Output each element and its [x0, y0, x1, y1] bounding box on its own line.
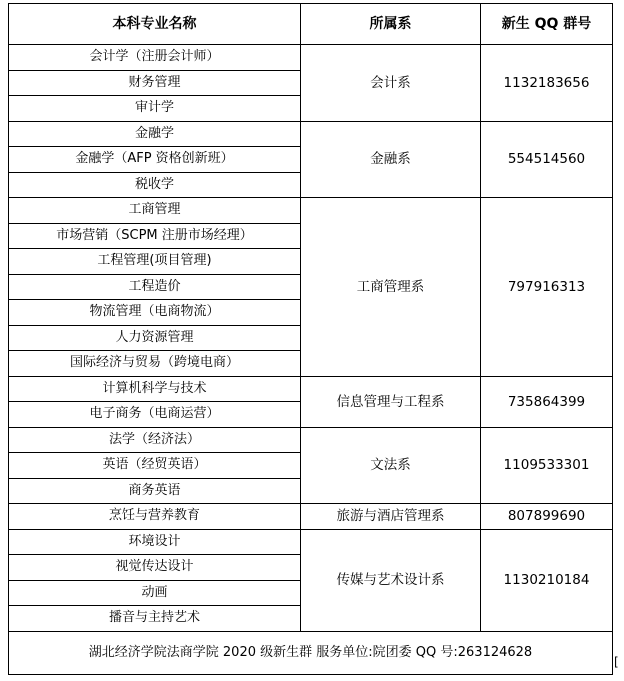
major-name-cell: 财务管理 [9, 70, 301, 96]
major-name-cell: 商务英语 [9, 478, 301, 504]
major-name-cell: 英语（经贸英语） [9, 453, 301, 479]
table-row [9, 121, 613, 147]
department-cell: 会计系 [301, 45, 481, 122]
major-name-cell: 审计学 [9, 96, 301, 122]
major-name-cell: 人力资源管理 [9, 325, 301, 351]
major-name-cell: 计算机科学与技术 [9, 376, 301, 402]
major-name-cell: 国际经济与贸易（跨境电商） [9, 351, 301, 377]
department-cell: 传媒与艺术设计系 [301, 529, 481, 631]
department-cell: 金融系 [301, 121, 481, 198]
major-name-cell: 工程造价 [9, 274, 301, 300]
department-cell: 文法系 [301, 427, 481, 504]
qq-group-cell: 1130210184 [481, 529, 613, 631]
footer-note: 湖北经济学院法商学院 2020 级新生群 服务单位:院团委 QQ 号:263124628 [9, 631, 613, 674]
header-qq-group: 新生 QQ 群号 [481, 4, 613, 45]
table-row [9, 529, 613, 555]
major-name-cell: 播音与主持艺术 [9, 606, 301, 632]
majors-table [8, 3, 613, 675]
table-row [9, 45, 613, 71]
major-name-cell: 视觉传达设计 [9, 555, 301, 581]
table-body [9, 45, 613, 632]
qq-group-cell: 797916313 [481, 198, 613, 377]
header-major: 本科专业名称 [9, 4, 301, 45]
major-name-cell: 物流管理（电商物流） [9, 300, 301, 326]
major-name-cell: 环境设计 [9, 529, 301, 555]
header-row [9, 4, 613, 45]
qq-group-cell: 807899690 [481, 504, 613, 530]
major-name-cell: 烹饪与营养教育 [9, 504, 301, 530]
qq-group-cell: 1132183656 [481, 45, 613, 122]
edge-bracket-mark: [ [614, 655, 619, 669]
department-cell: 旅游与酒店管理系 [301, 504, 481, 530]
qq-group-cell: 554514560 [481, 121, 613, 198]
major-name-cell: 法学（经济法） [9, 427, 301, 453]
qq-group-cell: 735864399 [481, 376, 613, 427]
table-row [9, 198, 613, 224]
table-row [9, 376, 613, 402]
header-department: 所属系 [301, 4, 481, 45]
footer-row [9, 631, 613, 674]
department-cell: 信息管理与工程系 [301, 376, 481, 427]
qq-group-cell: 1109533301 [481, 427, 613, 504]
table-row [9, 427, 613, 453]
major-name-cell: 电子商务（电商运营） [9, 402, 301, 428]
major-name-cell: 金融学（AFP 资格创新班） [9, 147, 301, 173]
major-name-cell: 会计学（注册会计师） [9, 45, 301, 71]
major-name-cell: 工程管理(项目管理) [9, 249, 301, 275]
major-name-cell: 动画 [9, 580, 301, 606]
major-name-cell: 工商管理 [9, 198, 301, 224]
table-row [9, 504, 613, 530]
major-name-cell: 金融学 [9, 121, 301, 147]
major-name-cell: 税收学 [9, 172, 301, 198]
department-cell: 工商管理系 [301, 198, 481, 377]
major-name-cell: 市场营销（SCPM 注册市场经理） [9, 223, 301, 249]
